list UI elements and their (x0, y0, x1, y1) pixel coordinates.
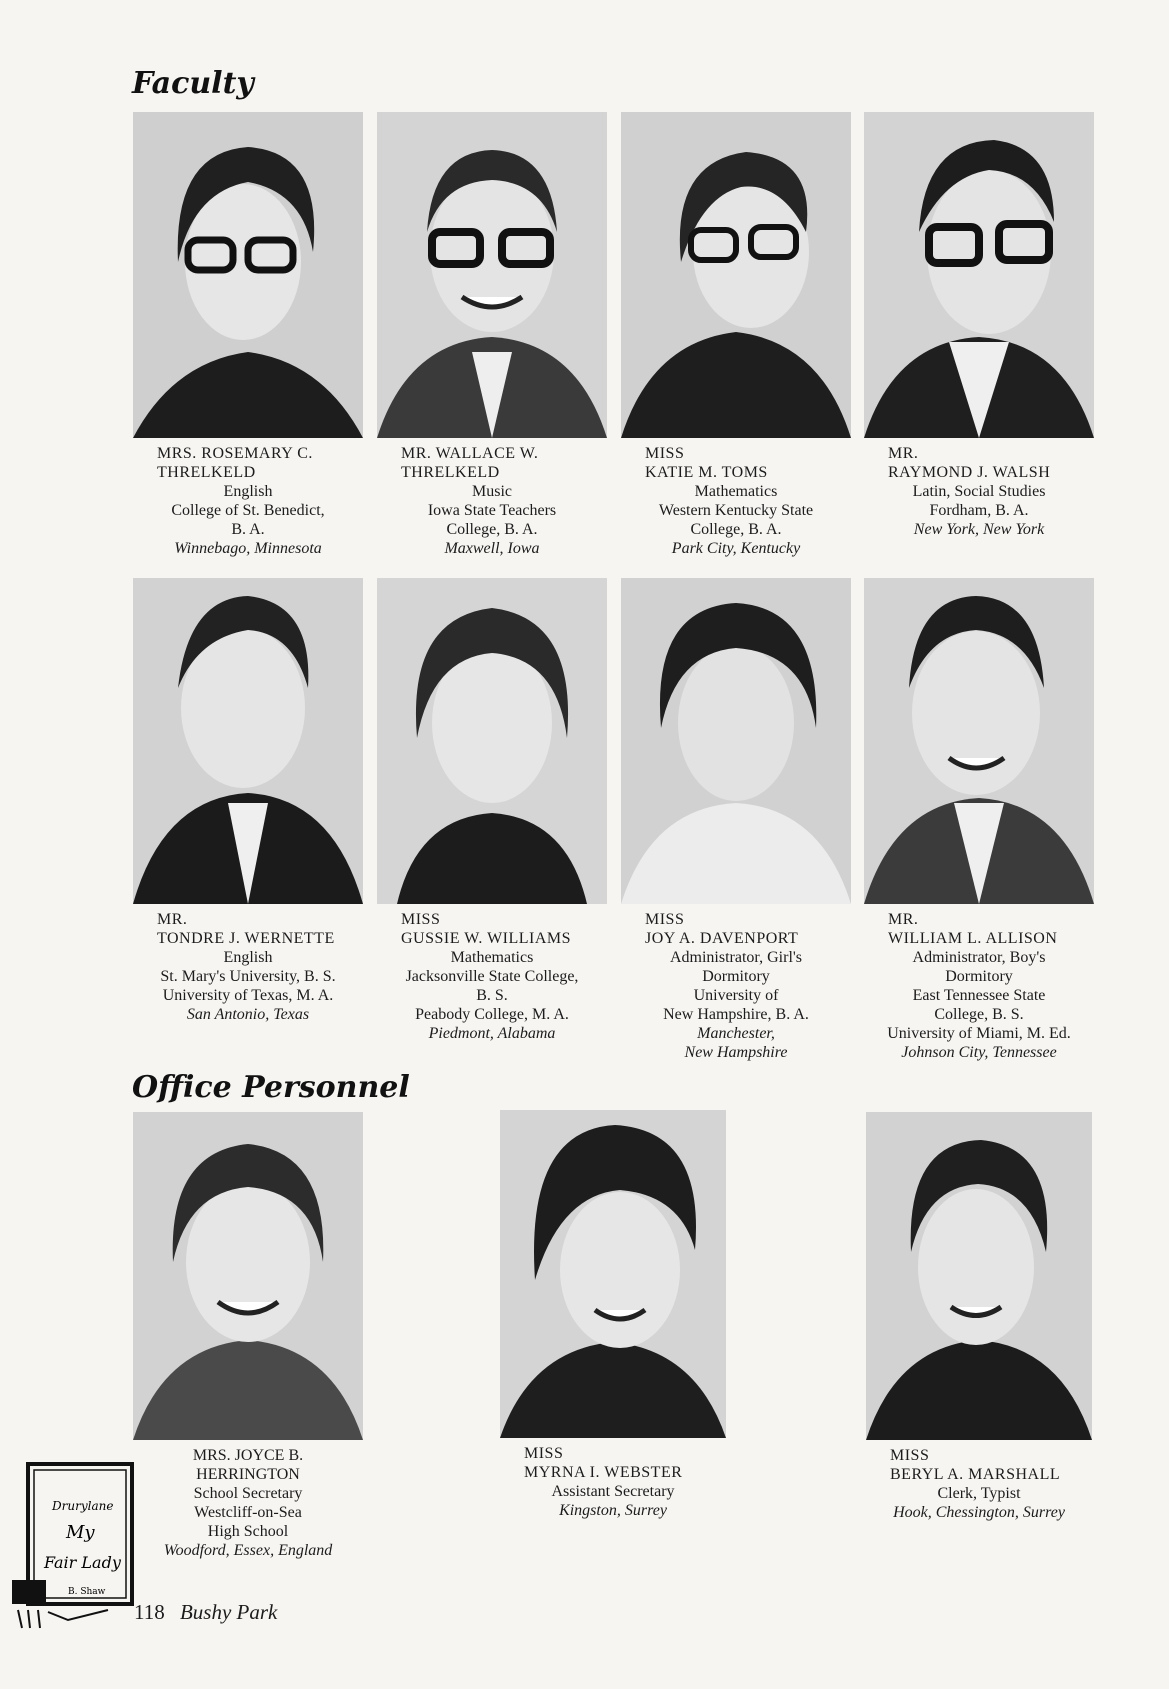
person-name: GUSSIE W. WILLIAMS (401, 930, 572, 947)
person-name: WILLIAM L. ALLISON (888, 930, 1058, 947)
hometown: New Hampshire (684, 1044, 788, 1061)
office-card (866, 1112, 1092, 1522)
faculty-heading: Faculty (132, 66, 254, 101)
education: Peabody College, M. A. (415, 1006, 569, 1023)
office-card (500, 1110, 726, 1520)
person-title: MR. (888, 911, 919, 928)
person-name: HERRINGTON (196, 1466, 300, 1483)
education: Fordham, B. A. (929, 502, 1029, 519)
subject: Dormitory (945, 968, 1013, 985)
subject: Administrator, Girl's (669, 949, 802, 966)
portrait-photo (864, 578, 1094, 904)
person-title: MR. (157, 911, 188, 928)
subject: English (223, 483, 273, 500)
portrait-photo (133, 112, 363, 438)
person-name: RAYMOND J. WALSH (888, 464, 1051, 481)
role: Clerk, Typist (937, 1485, 1021, 1502)
education: Westcliff-on-Sea (194, 1504, 302, 1521)
faculty-card (133, 112, 363, 558)
portrait-photo (133, 578, 363, 904)
education: Western Kentucky State (658, 502, 814, 519)
education: College, B. A. (690, 521, 782, 538)
caption (621, 910, 851, 1062)
office-card (133, 1112, 363, 1560)
subject: Music (472, 483, 512, 500)
office-personnel-heading: Office Personnel (132, 1070, 410, 1105)
person-title: MISS (645, 445, 685, 462)
caption (133, 910, 363, 1024)
faculty-card (133, 578, 363, 1024)
portrait-photo (866, 1112, 1092, 1440)
education: East Tennessee State (912, 987, 1046, 1004)
subject: Administrator, Boy's (912, 949, 1046, 966)
stamp-text: Drurylane (52, 1499, 114, 1513)
hometown: New York, New York (913, 521, 1045, 538)
person-title: MR. WALLACE W. (401, 445, 539, 462)
caption (864, 444, 1094, 539)
hometown: Kingston, Surrey (559, 1502, 667, 1519)
education: Jacksonville State College, (405, 968, 579, 985)
role: School Secretary (193, 1485, 303, 1502)
portrait-photo (864, 112, 1094, 438)
publication-name: Bushy Park (179, 1600, 278, 1624)
subject: Latin, Social Studies (912, 483, 1046, 500)
person-name: MYRNA I. WEBSTER (524, 1464, 683, 1481)
person-title: MISS (890, 1447, 930, 1464)
education: College, B. S. (934, 1006, 1024, 1023)
person-name: BERYL A. MARSHALL (890, 1466, 1061, 1483)
education: St. Mary's University, B. S. (160, 968, 336, 985)
person-title: MR. (888, 445, 919, 462)
caption (864, 910, 1094, 1062)
theatre-program-doodle (8, 1460, 138, 1632)
faculty-card (864, 112, 1094, 539)
hometown: Hook, Chessington, Surrey (893, 1504, 1065, 1521)
hometown: Manchester, (697, 1025, 775, 1042)
portrait-photo (621, 112, 851, 438)
portrait-photo (377, 578, 607, 904)
caption (377, 910, 607, 1043)
education: Iowa State Teachers (427, 502, 557, 519)
hometown: Park City, Kentucky (671, 540, 801, 557)
caption (133, 444, 363, 558)
subject: English (223, 949, 273, 966)
person-name: THRELKELD (401, 464, 500, 481)
faculty-card (621, 112, 851, 558)
caption (621, 444, 851, 558)
education: B. A. (231, 521, 265, 538)
person-name: KATIE M. TOMS (645, 464, 768, 481)
faculty-card (377, 112, 607, 558)
hometown: Winnebago, Minnesota (174, 540, 322, 557)
person-name: TONDRE J. WERNETTE (157, 930, 335, 947)
person-title: MISS (401, 911, 441, 928)
education: University of Texas, M. A. (162, 987, 334, 1004)
portrait-photo (377, 112, 607, 438)
page-footer (134, 1600, 277, 1625)
faculty-card (621, 578, 851, 1062)
education: College of St. Benedict, (171, 502, 325, 519)
caption (377, 444, 607, 558)
hometown: Johnson City, Tennessee (901, 1044, 1057, 1061)
subject: Mathematics (694, 483, 778, 500)
education: University of Miami, M. Ed. (887, 1025, 1071, 1042)
person-title: MRS. ROSEMARY C. (157, 445, 313, 462)
role: Assistant Secretary (551, 1483, 675, 1500)
education: University of (693, 987, 779, 1004)
portrait-photo (500, 1110, 726, 1438)
caption (133, 1446, 363, 1560)
caption (866, 1446, 1092, 1522)
hometown: Maxwell, Iowa (444, 540, 540, 557)
subject: Dormitory (702, 968, 770, 985)
person-title: MRS. JOYCE B. (192, 1447, 304, 1464)
education: High School (207, 1523, 289, 1540)
education: New Hampshire, B. A. (663, 1006, 809, 1023)
faculty-card (377, 578, 607, 1043)
subject: Mathematics (450, 949, 534, 966)
stamp-text: B. Shaw (68, 1587, 106, 1597)
person-name: JOY A. DAVENPORT (645, 930, 799, 947)
hometown: Woodford, Essex, England (163, 1542, 333, 1559)
person-name: THRELKELD (157, 464, 256, 481)
education: B. S. (476, 987, 508, 1004)
portrait-photo (621, 578, 851, 904)
portrait-photo (133, 1112, 363, 1440)
stamp-text: Fair Lady (44, 1553, 121, 1572)
faculty-card (864, 578, 1094, 1062)
page-number: 118 (134, 1600, 165, 1624)
education: College, B. A. (446, 521, 538, 538)
hometown: San Antonio, Texas (186, 1006, 310, 1023)
hometown: Piedmont, Alabama (428, 1025, 556, 1042)
stamp-text: My (66, 1522, 95, 1543)
person-title: MISS (645, 911, 685, 928)
person-title: MISS (524, 1445, 564, 1462)
caption (500, 1444, 726, 1520)
